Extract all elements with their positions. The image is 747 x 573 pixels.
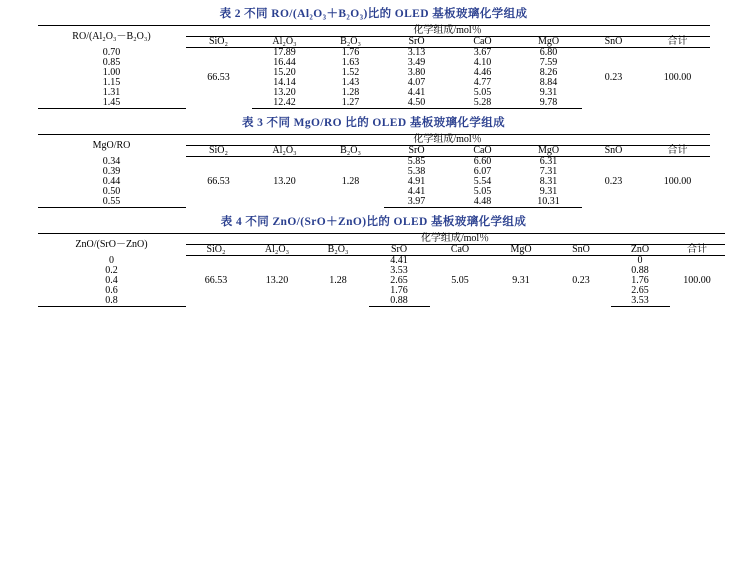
cell-b2o3-merged: 1.28 <box>341 176 360 188</box>
cell-cao: 5.28 <box>450 98 516 109</box>
cell-mgo: 10.31 <box>516 197 582 208</box>
cell-mgo: 9.31 <box>539 186 558 197</box>
cell-mgo: 9.31 <box>539 87 558 98</box>
row-label: 0.4 <box>105 275 118 286</box>
group-header: 化学组成/mol％ <box>186 26 710 37</box>
cell-zno: 2.65 <box>631 285 649 296</box>
cell-cao: 4.46 <box>473 67 492 78</box>
table-header-row-group <box>38 26 710 37</box>
cell-al2o3: 12.42 <box>252 98 318 109</box>
col-header-sno: SnO <box>552 245 611 256</box>
cell-sro: 3.97 <box>384 197 450 208</box>
cell-mgo: 8.84 <box>539 77 558 88</box>
row-label-header: RO/(Al₂O₃－B₂O₃) <box>38 26 186 48</box>
col-header-sro: SrO <box>369 245 430 256</box>
cell-sio2-merged: 66.53 <box>207 72 230 84</box>
cell-cao-merged: 5.05 <box>451 275 469 287</box>
cell-sro: 2.65 <box>390 275 408 286</box>
row-label: 1.15 <box>102 77 121 88</box>
table-block-3 <box>38 109 710 208</box>
col-header-al2o3: Al₂O₃ <box>247 245 308 256</box>
col-header-b2o3: B₂O₃ <box>318 37 384 48</box>
cell-sio2-merged: 66.53 <box>207 176 230 188</box>
col-header-total: 合计 <box>670 245 725 256</box>
table-row <box>38 266 725 276</box>
cell-total-merged: 100.00 <box>683 275 711 287</box>
row-label: 0.85 <box>102 57 121 68</box>
cell-sro: 3.53 <box>390 265 408 276</box>
cell-sro: 0.88 <box>369 296 430 307</box>
cell-mgo: 8.26 <box>539 67 558 78</box>
cell-cao: 5.05 <box>473 87 492 98</box>
col-header-mgo: MgO <box>491 245 552 256</box>
col-header-sio2: SiO₂ <box>186 245 247 256</box>
cell-al2o3-merged: 13.20 <box>273 176 296 188</box>
row-label: 0.2 <box>105 265 118 276</box>
col-header-sno: SnO <box>582 37 646 48</box>
cell-b2o3: 1.28 <box>341 87 360 98</box>
cell-zno: 1.76 <box>631 275 649 286</box>
table-row <box>38 296 725 307</box>
cell-cao: 4.10 <box>473 57 492 68</box>
col-header-cao: CaO <box>450 146 516 157</box>
table-caption-4: 表 4 不同 ZnO/(SrO＋ZnO)比的 OLED 基板玻璃化学组成 <box>220 216 527 228</box>
table-row <box>38 157 710 168</box>
cell-sro: 3.49 <box>407 57 426 68</box>
cell-mgo: 6.80 <box>539 47 558 58</box>
cell-mgo-merged: 9.31 <box>512 275 530 287</box>
cell-cao: 4.77 <box>473 77 492 88</box>
row-label: 0.6 <box>105 285 118 296</box>
row-label: 0.39 <box>102 166 121 177</box>
cell-sro: 3.80 <box>407 67 426 78</box>
row-label: 0.50 <box>102 186 121 197</box>
cell-mgo: 6.31 <box>539 156 558 167</box>
row-label: 0.55 <box>38 197 186 208</box>
table-header-row-group <box>38 234 725 245</box>
cell-sno-merged: 0.23 <box>572 275 590 287</box>
cell-sro: 1.76 <box>390 285 408 296</box>
table-block-4 <box>38 208 710 307</box>
col-header-al2o3: Al₂O₃ <box>252 37 318 48</box>
cell-mgo: 7.59 <box>539 57 558 68</box>
cell-total-merged: 100.00 <box>663 72 692 84</box>
cell-al2o3: 16.44 <box>273 57 296 68</box>
cell-cao: 6.60 <box>473 156 492 167</box>
table-caption-2: 表 2 不同 RO/(Al₂O₃＋B₂O₃)比的 OLED 基板玻璃化学组成 <box>219 8 528 20</box>
cell-cao: 5.54 <box>473 176 492 187</box>
table-row <box>38 48 710 59</box>
row-label: 0.8 <box>38 296 186 307</box>
cell-b2o3: 1.76 <box>341 47 360 58</box>
col-header-mgo: MgO <box>516 146 582 157</box>
col-header-sio2: SiO₂ <box>186 146 252 157</box>
cell-mgo: 9.78 <box>516 98 582 109</box>
cell-cao: 5.05 <box>473 186 492 197</box>
col-header-cao: CaO <box>430 245 491 256</box>
cell-al2o3-merged: 13.20 <box>265 275 289 287</box>
cell-al2o3: 13.20 <box>273 87 296 98</box>
cell-zno: 0.88 <box>631 265 649 276</box>
col-header-zno: ZnO <box>611 245 670 256</box>
col-header-sro: SrO <box>384 146 450 157</box>
cell-cao: 4.48 <box>450 197 516 208</box>
data-table-4 <box>38 233 725 307</box>
cell-zno: 0 <box>637 255 643 266</box>
table-row <box>38 256 725 267</box>
cell-sro: 4.07 <box>407 77 426 88</box>
row-label-header: ZnO/(SrO－ZnO) <box>38 234 186 256</box>
cell-sro: 4.91 <box>407 176 426 187</box>
col-header-b2o3: B₂O₃ <box>318 146 384 157</box>
col-header-al2o3: Al₂O₃ <box>252 146 318 157</box>
cell-sro: 5.85 <box>407 156 426 167</box>
cell-b2o3: 1.63 <box>341 57 360 68</box>
cell-sio2-merged: 66.53 <box>204 275 228 287</box>
cell-b2o3-merged: 1.28 <box>329 275 347 287</box>
row-label: 0.34 <box>102 155 121 167</box>
table-block-2 <box>38 0 710 109</box>
group-header: 化学组成/mol％ <box>186 135 710 146</box>
group-header: 化学组成/mol％ <box>186 234 725 245</box>
col-header-total: 合计 <box>646 37 710 48</box>
cell-sno-merged: 0.23 <box>604 72 623 84</box>
cell-sro: 4.50 <box>384 98 450 109</box>
table-row <box>38 276 725 286</box>
table-header-row-group <box>38 135 710 146</box>
cell-sno-merged: 0.23 <box>604 176 623 188</box>
cell-mgo: 8.31 <box>539 176 558 187</box>
cell-b2o3: 1.27 <box>318 98 384 109</box>
col-header-sro: SrO <box>384 37 450 48</box>
col-header-sno: SnO <box>582 146 646 157</box>
data-table-3 <box>38 134 710 208</box>
col-header-sio2: SiO₂ <box>186 37 252 48</box>
table-caption-3: 表 3 不同 MgO/RO 比的 OLED 基板玻璃化学组成 <box>241 117 506 129</box>
cell-total-merged: 100.00 <box>663 176 692 188</box>
cell-sro: 4.41 <box>407 87 426 98</box>
cell-cao: 6.07 <box>473 166 492 177</box>
row-label: 1.00 <box>102 67 121 78</box>
cell-sro: 3.13 <box>407 47 426 58</box>
row-label: 1.31 <box>102 87 121 98</box>
row-label-header: MgO/RO <box>38 135 186 157</box>
col-header-b2o3: B₂O₃ <box>308 245 369 256</box>
col-header-total: 合计 <box>646 146 710 157</box>
data-table-2 <box>38 25 710 109</box>
cell-b2o3: 1.52 <box>341 67 360 78</box>
cell-b2o3: 1.43 <box>341 77 360 88</box>
cell-sro: 5.38 <box>407 166 426 177</box>
row-label: 0.44 <box>102 176 121 187</box>
cell-sro: 4.41 <box>390 255 408 266</box>
cell-cao: 3.67 <box>473 47 492 58</box>
cell-sro: 4.41 <box>407 186 426 197</box>
col-header-mgo: MgO <box>516 37 582 48</box>
table-row <box>38 286 725 296</box>
cell-mgo: 7.31 <box>539 166 558 177</box>
row-label: 0 <box>109 254 114 266</box>
cell-al2o3: 14.14 <box>273 77 296 88</box>
row-label: 1.45 <box>38 98 186 109</box>
cell-al2o3: 15.20 <box>273 67 296 78</box>
col-header-cao: CaO <box>450 37 516 48</box>
row-label: 0.70 <box>102 46 121 58</box>
cell-zno: 3.53 <box>611 296 670 307</box>
cell-al2o3: 17.89 <box>273 47 296 58</box>
